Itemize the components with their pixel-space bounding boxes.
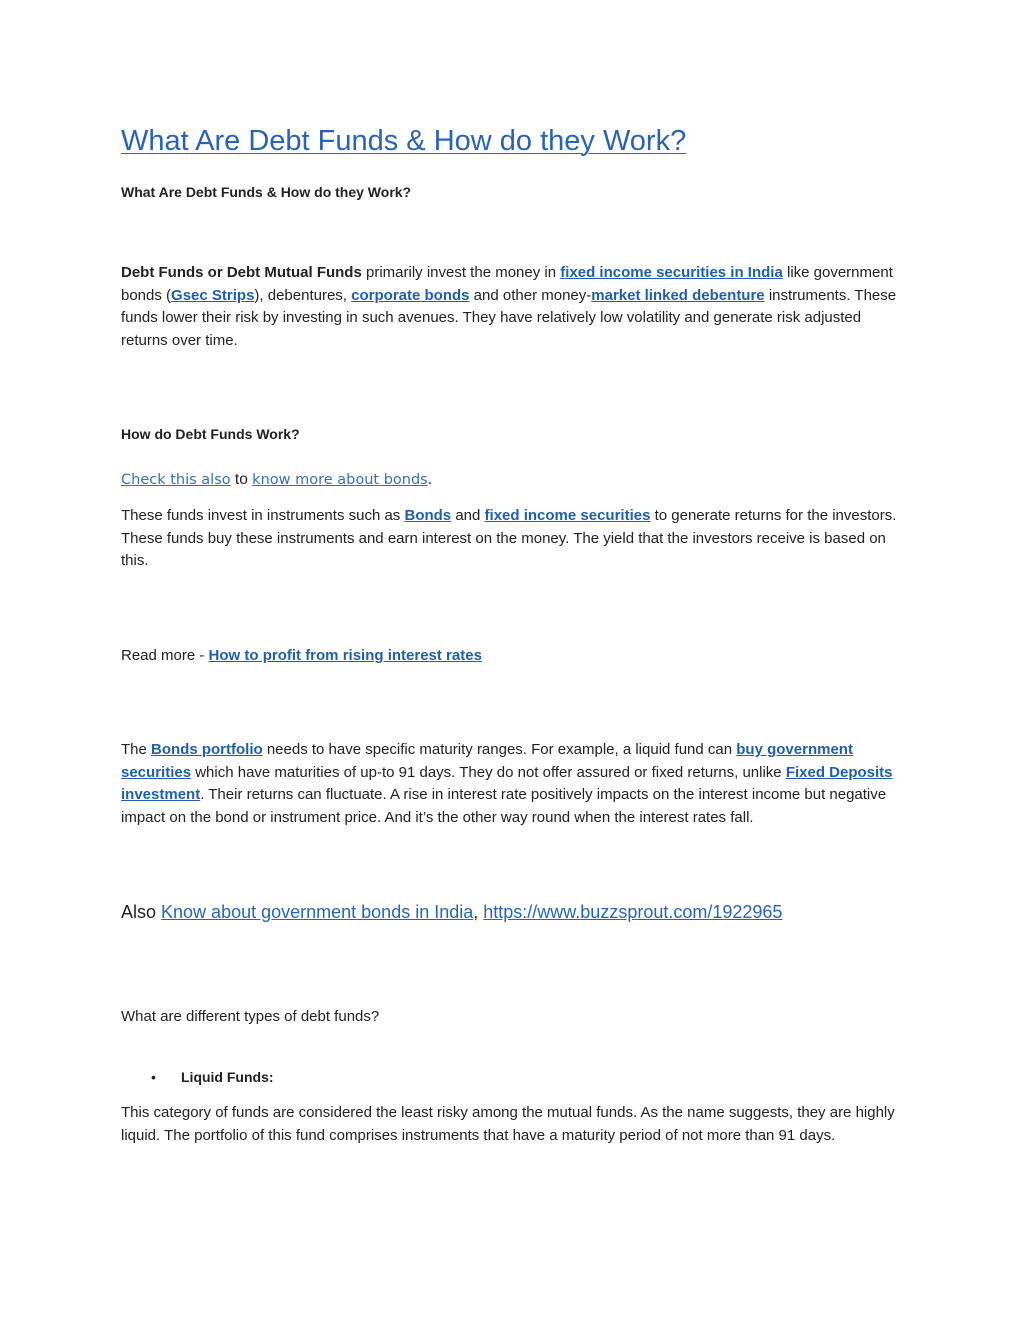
also-text-1: Also	[121, 902, 162, 922]
portfolio-text-4: . Their returns can fluctuate. A rise in interest rate positively impacts on the interest income but negative impact on the bond or instrument price. And it’s the other way round when the interest rates fall.	[121, 786, 887, 826]
page-subtitle: What Are Debt Funds & How do they Work?	[121, 184, 412, 200]
also-line	[121, 899, 911, 925]
intro-text-5: instruments. These funds lower their risk by investing in such avenues. They have relatively low volatility and generate risk adjusted returns over time.	[121, 286, 897, 349]
portfolio-text-2: needs to have specific maturity ranges. For example, a liquid fund can	[262, 741, 737, 758]
intro-text-4: and other money-	[469, 286, 592, 304]
link-buzzsprout[interactable]: https://www.buzzsprout.com/1922965	[483, 902, 783, 922]
link-buy-government-securities[interactable]: buy government securities	[121, 741, 853, 781]
link-fixed-deposits-investment[interactable]: Fixed Deposits investment	[121, 763, 893, 804]
intro-text-3: ), debentures,	[254, 286, 352, 304]
link-market-linked-debenture[interactable]: market linked debenture	[591, 286, 765, 304]
check-also-line	[121, 468, 911, 492]
link-government-bonds-india[interactable]: Know about government bonds in India	[161, 902, 474, 922]
link-bonds[interactable]: Bonds	[404, 507, 452, 524]
portfolio-paragraph	[121, 739, 911, 829]
invest-text-3: to generate returns for the investors. These funds buy these instruments and earn interest on the money. The yield that the investors receive is based on this.	[121, 507, 897, 570]
also-text-2: ,	[473, 902, 484, 922]
link-know-more-about-bonds[interactable]: know more about bonds	[252, 472, 428, 488]
invest-text-2: and	[451, 507, 485, 524]
link-fixed-income-securities[interactable]: fixed income securities	[484, 507, 651, 524]
link-check-this-also[interactable]: Check this also	[121, 472, 231, 488]
portfolio-text-3: which have maturities of up-to 91 days. They do not offer assured or fixed returns, unlike	[191, 763, 786, 781]
portfolio-text-1: The	[121, 741, 152, 758]
intro-text-2: like government bonds (	[121, 264, 893, 304]
page-title[interactable]: What Are Debt Funds & How do they Work?	[121, 125, 687, 157]
link-corporate-bonds[interactable]: corporate bonds	[351, 286, 470, 304]
link-bonds-portfolio[interactable]: Bonds portfolio	[151, 741, 263, 758]
invest-text-1: These funds invest in instruments such as	[121, 507, 405, 524]
check-text-2: .	[427, 471, 433, 488]
read-more-text: Read more -	[121, 647, 209, 664]
bullet-label: Liquid Funds:	[181, 1069, 274, 1085]
intro-paragraph	[121, 262, 911, 352]
how-heading: How do Debt Funds Work?	[121, 426, 300, 442]
liquid-funds-paragraph: This category of funds are considered the least risky among the mutual funds. As the name suggests, they are highly liquid. The portfolio of this fund comprises instruments that have a maturity period of not more than 91 days.	[121, 1104, 895, 1144]
link-fixed-income-securities-india[interactable]: fixed income securities in India	[560, 264, 783, 281]
read-more-line	[121, 645, 911, 668]
check-text-1: to	[230, 471, 253, 488]
link-profit-rising-interest-rates[interactable]: How to profit from rising interest rates	[208, 647, 482, 664]
intro-bold-lead: Debt Funds or Debt Mutual Funds	[121, 264, 362, 281]
intro-text-1: primarily invest the money in	[361, 264, 561, 281]
types-heading: What are different types of debt funds?	[121, 1008, 380, 1025]
invest-paragraph	[121, 505, 911, 573]
link-gsec-strips[interactable]: Gsec Strips	[171, 286, 255, 304]
bullet-dot-icon: •	[151, 1069, 156, 1085]
